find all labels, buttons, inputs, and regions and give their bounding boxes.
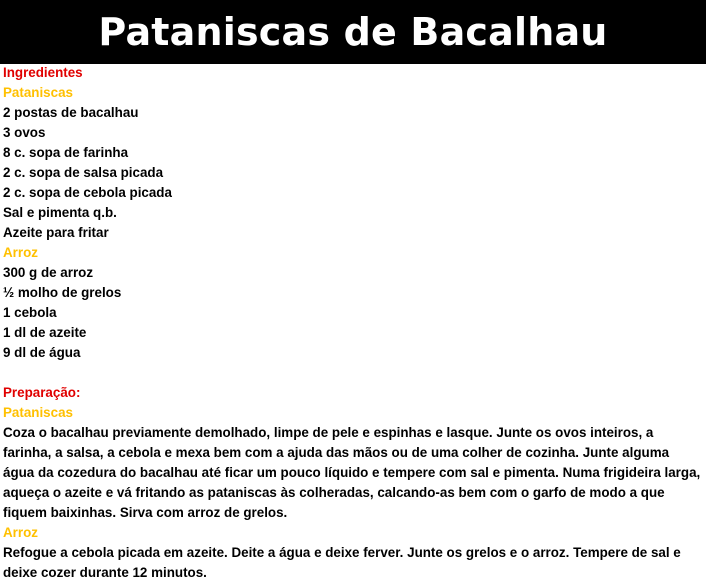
ingredients-heading: Ingredientes [3, 65, 83, 80]
ingredient-item: 2 postas de bacalhau [3, 105, 139, 120]
preparation-heading: Preparação: [3, 385, 81, 400]
ingredient-item: 1 dl de azeite [3, 325, 87, 340]
spacer [3, 363, 703, 383]
preparation-arroz-text: Refogue a cebola picada em azeite. Deite a água e deixe ferver. Junte os grelos e o arroz. Tempere de sal e deixe cozer durante 12 minutos. [3, 545, 681, 580]
ingredient-item: ½ molho de grelos [3, 285, 122, 300]
preparation-pataniscas-text: Coza o bacalhau previamente demolhado, limpe de pele e espinhas e lasque. Junte os ovos inteiros, a farinha, a salsa, a cebola e mexa bem com a ajuda das mãos ou de uma colher de cozinha. Junte alguma água da cozedura do bacalhau até ficar um pouco líquido e tempere com sal e pimenta. Numa frigideira larga, aqueça o azeite e vá fritando as pataniscas às colheradas, calcando-as bem com o garfo de modo a que fiquem baixinhas. Sirva com arroz de grelos. [3, 425, 701, 520]
ingredient-item: 3 ovos [3, 125, 46, 140]
ingredient-item: 1 cebola [3, 305, 57, 320]
ingredients-pataniscas-heading: Pataniscas [3, 85, 73, 100]
recipe-title: Pataniscas de Bacalhau [98, 10, 608, 54]
ingredients-arroz-heading: Arroz [3, 245, 38, 260]
ingredient-item: Sal e pimenta q.b. [3, 205, 117, 220]
ingredient-item: 300 g de arroz [3, 265, 94, 280]
ingredient-item: Azeite para fritar [3, 225, 109, 240]
ingredient-item: 2 c. sopa de salsa picada [3, 165, 164, 180]
ingredient-item: 8 c. sopa de farinha [3, 145, 129, 160]
preparation-pataniscas-heading: Pataniscas [3, 405, 73, 420]
title-banner [0, 0, 706, 64]
ingredient-item: 2 c. sopa de cebola picada [3, 185, 172, 200]
ingredient-item: 9 dl de água [3, 345, 81, 360]
recipe-body [3, 63, 703, 583]
preparation-arroz-heading: Arroz [3, 525, 38, 540]
